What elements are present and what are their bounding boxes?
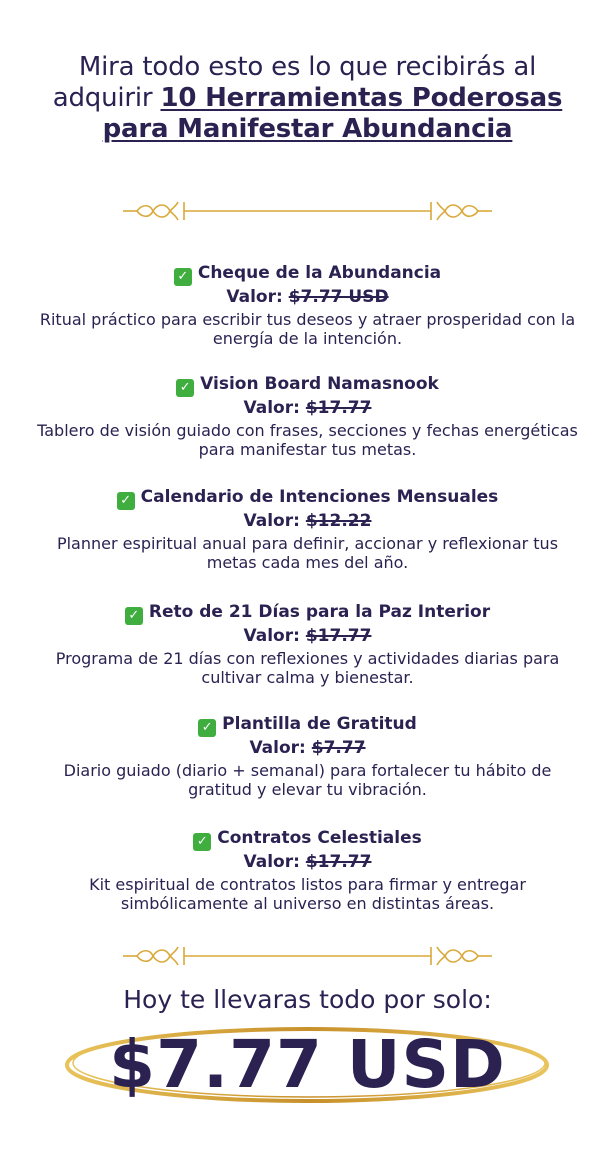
headline (40, 52, 575, 145)
item-description: Programa de 21 días con reflexiones y actividades diarias para cultivar calma y bienestar. (55, 649, 560, 687)
list-item (30, 486, 585, 572)
check-mark-icon: ✓ (176, 379, 194, 397)
item-price: $12.22 (305, 511, 372, 531)
item-title: ✓ Reto de 21 Días para la Paz Interior (30, 601, 585, 625)
item-description: Kit espiritual de contratos listos para firmar y entregar simbólicamente al universo en distintas áreas. (89, 875, 526, 913)
list-item (30, 713, 585, 799)
item-price: $17.77 (305, 852, 372, 872)
check-mark-icon: ✓ (117, 492, 135, 510)
ornamental-divider-icon (120, 198, 495, 224)
check-mark-icon: ✓ (193, 833, 211, 851)
list-item (30, 373, 585, 459)
item-value: Valor: $7.77 (249, 738, 366, 758)
item-value: Valor: $17.77 (243, 852, 372, 872)
item-value: Valor: $17.77 (243, 626, 372, 646)
item-price: $17.77 (305, 398, 372, 418)
offer-price-block (60, 1018, 555, 1108)
item-description: Tablero de visión guiado con frases, secciones y fechas energéticas para manifestar tus metas. (37, 421, 578, 459)
item-price: $7.77 (311, 738, 366, 758)
list-item (30, 262, 585, 348)
item-title: ✓ Vision Board Namasnook (30, 373, 585, 397)
list-item (30, 827, 585, 913)
check-mark-icon: ✓ (174, 268, 192, 286)
check-mark-icon: ✓ (198, 719, 216, 737)
item-title: ✓ Contratos Celestiales (30, 827, 585, 851)
item-price: $7.77 USD (288, 287, 389, 307)
item-title: ✓ Plantilla de Gratitud (30, 713, 585, 737)
list-item (30, 601, 585, 687)
item-title: ✓ Cheque de la Abundancia (30, 262, 585, 286)
item-price: $17.77 (305, 626, 372, 646)
ornamental-divider-icon (120, 943, 495, 969)
headline-emphasis: 10 Herramientas Poderosas para Manifestar Abundancia (102, 83, 563, 144)
item-description: Diario guiado (diario + semanal) para fortalecer tu hábito de gratitud y elevar tu vibración. (63, 761, 552, 799)
item-value: Valor: $7.77 USD (226, 287, 389, 307)
offer-lead: Hoy te llevaras todo por solo: (123, 985, 492, 1014)
headline-intro: Mira todo esto es lo que recibirás al adquirir (52, 52, 537, 113)
item-value: Valor: $12.22 (243, 511, 372, 531)
item-title: ✓ Calendario de Intenciones Mensuales (30, 486, 585, 510)
item-description: Ritual práctico para escribir tus deseos y atraer prosperidad con la energía de la intención. (39, 310, 576, 348)
check-mark-icon: ✓ (125, 607, 143, 625)
offer-price: $7.77 USD (109, 1026, 506, 1103)
item-value: Valor: $17.77 (243, 398, 372, 418)
item-description: Planner espiritual anual para definir, accionar y reflexionar tus metas cada mes del año. (56, 534, 559, 572)
